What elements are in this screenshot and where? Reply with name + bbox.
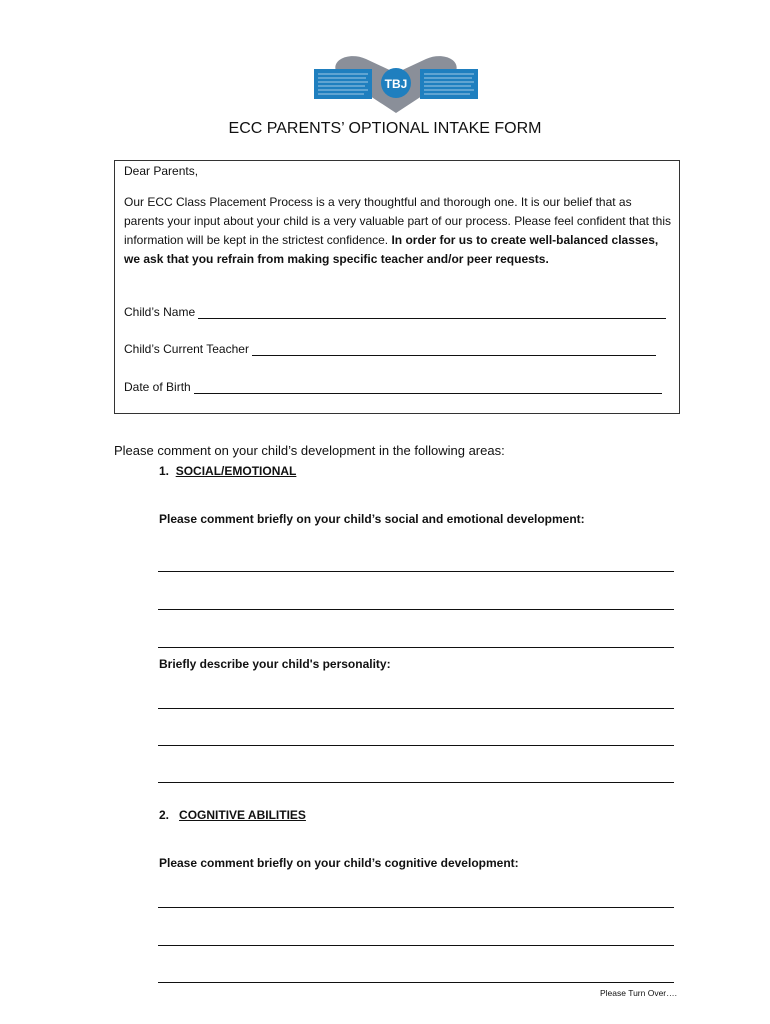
child-name-label: Child’s Name [124, 305, 196, 319]
current-teacher-field[interactable] [124, 342, 656, 356]
page-footer: Please Turn Over…. [600, 988, 678, 998]
cognitive-prompt: Please comment briefly on your child’s cognitive development: [159, 856, 519, 870]
current-teacher-label: Child’s Current Teacher [124, 342, 249, 356]
section1-heading [159, 464, 296, 478]
answer-line[interactable] [158, 571, 674, 572]
answer-line[interactable] [158, 647, 674, 648]
answer-line[interactable] [158, 708, 674, 709]
section2-title: COGNITIVE ABILITIES [179, 808, 306, 822]
section2-heading [159, 808, 306, 822]
answer-line[interactable] [158, 982, 674, 983]
child-name-field[interactable] [124, 305, 666, 319]
social-emotional-prompt: Please comment briefly on your child’s social and emotional development: [159, 512, 585, 526]
logo-text: TBJ [384, 77, 408, 91]
dob-line[interactable] [194, 381, 662, 394]
section1-title: SOCIAL/EMOTIONAL [175, 464, 297, 478]
greeting: Dear Parents, [124, 164, 199, 178]
intro-paragraph-bold: In order for us to create well-balanced classes, we ask that you refrain from making specific teacher and/or peer requests. [124, 233, 659, 266]
intro-paragraph [124, 193, 672, 269]
answer-line[interactable] [158, 782, 674, 783]
answer-line[interactable] [158, 945, 674, 946]
answer-line[interactable] [158, 609, 674, 610]
tbj-logo [310, 55, 482, 113]
section2-number: 2. [159, 808, 170, 822]
answer-line[interactable] [158, 907, 674, 908]
areas-intro: Please comment on your child’s development in the following areas: [114, 443, 505, 458]
dob-field[interactable] [124, 380, 662, 394]
personality-prompt: Briefly describe your child's personality: [159, 657, 391, 671]
dob-label: Date of Birth [124, 380, 191, 394]
child-name-line[interactable] [198, 306, 666, 319]
answer-line[interactable] [158, 745, 674, 746]
current-teacher-line[interactable] [252, 343, 656, 356]
section1-number: 1. [159, 464, 170, 478]
intro-paragraph-text: Our ECC Class Placement Process is a very thoughtful and thorough one. It is our belief that as parents your input about your child is a very valuable part of our process. Please feel confident that this information will be kept in the strictest confidence. [124, 195, 671, 247]
form-title: ECC PARENTS’ OPTIONAL INTAKE FORM [228, 120, 542, 137]
